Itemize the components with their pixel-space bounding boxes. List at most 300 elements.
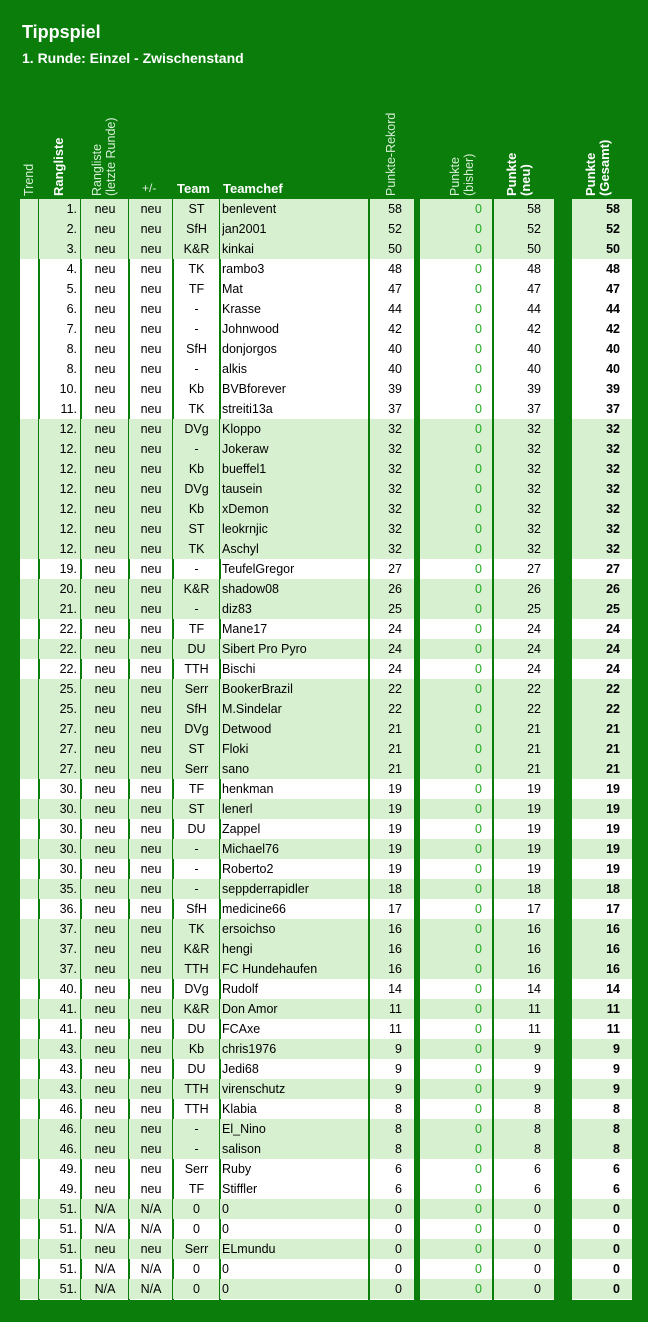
cell-rank: 30.	[59, 862, 77, 876]
cell-teamchef: 0	[222, 1262, 229, 1276]
cell-rangliste-last: neu	[94, 1002, 116, 1016]
cell-neu: 21	[527, 762, 541, 776]
cell-rekord: 0	[395, 1202, 402, 1216]
cell-bisher: 0	[475, 462, 482, 476]
cell-rekord: 42	[388, 322, 402, 336]
cell-gesamt: 32	[606, 522, 620, 536]
cell-neu: 44	[527, 302, 541, 316]
cell-rekord: 16	[388, 962, 402, 976]
cell-teamchef: TeufelGregor	[222, 562, 295, 576]
cell-gesamt: 0	[613, 1262, 620, 1276]
cell-rangliste-last: neu	[94, 442, 116, 456]
cell-teamchef: Jokeraw	[222, 442, 269, 456]
cell-plusminus: neu	[140, 462, 162, 476]
cell-bisher: 0	[475, 762, 482, 776]
cell-rank: 12.	[59, 482, 77, 496]
cell-plusminus: neu	[140, 562, 162, 576]
cell-plusminus: neu	[140, 802, 162, 816]
cell-plusminus: neu	[140, 262, 162, 276]
cell-bisher: 0	[475, 782, 482, 796]
cell-bisher: 0	[475, 1082, 482, 1096]
cell-team: -	[194, 362, 199, 376]
cell-neu: 19	[527, 842, 541, 856]
cell-teamchef: diz83	[222, 602, 252, 616]
cell-rank: 21.	[59, 602, 77, 616]
cell-team: 0	[193, 1282, 200, 1296]
cell-rangliste-last: neu	[94, 602, 116, 616]
col-team-header: Team	[177, 181, 210, 196]
cell-plusminus: neu	[140, 882, 162, 896]
cell-bisher: 0	[475, 862, 482, 876]
column-separator	[172, 199, 173, 1300]
cell-rank: 5.	[66, 282, 77, 296]
cell-rekord: 0	[395, 1262, 402, 1276]
cell-plusminus: N/A	[140, 1282, 162, 1296]
cell-rank: 37.	[59, 922, 77, 936]
cell-bisher: 0	[475, 382, 482, 396]
cell-neu: 27	[527, 562, 541, 576]
cell-rank: 30.	[59, 822, 77, 836]
cell-team: SfH	[186, 342, 207, 356]
cell-gesamt: 32	[606, 422, 620, 436]
cell-teamchef: virenschutz	[222, 1082, 286, 1096]
cell-neu: 9	[534, 1042, 541, 1056]
column-separator	[80, 199, 81, 1300]
cell-bisher: 0	[475, 822, 482, 836]
cell-neu: 11	[528, 1022, 541, 1036]
cell-gesamt: 32	[606, 482, 620, 496]
cell-bisher: 0	[475, 422, 482, 436]
cell-rank: 41.	[59, 1022, 77, 1036]
cell-teamchef: Stiffler	[222, 1182, 258, 1196]
cell-team: DU	[187, 822, 206, 836]
cell-teamchef: medicine66	[222, 902, 286, 916]
cell-plusminus: neu	[140, 322, 162, 336]
cell-plusminus: neu	[140, 922, 162, 936]
cell-rank: 10.	[59, 382, 77, 396]
cell-bisher: 0	[475, 322, 482, 336]
cell-team: -	[194, 602, 199, 616]
cell-bisher: 0	[475, 922, 482, 936]
cell-rank: 51.	[59, 1222, 77, 1236]
cell-gesamt: 16	[606, 942, 620, 956]
cell-rekord: 22	[388, 682, 402, 696]
cell-plusminus: neu	[140, 542, 162, 556]
cell-neu: 6	[534, 1162, 541, 1176]
cell-gesamt: 9	[613, 1062, 620, 1076]
cell-plusminus: neu	[140, 1022, 162, 1036]
cell-neu: 8	[534, 1102, 541, 1116]
cell-rank: 11.	[60, 402, 77, 416]
cell-rank: 49.	[59, 1182, 77, 1196]
cell-rangliste-last: neu	[94, 842, 116, 856]
cell-gesamt: 18	[606, 882, 620, 896]
cell-neu: 58	[527, 202, 541, 216]
cell-gesamt: 0	[613, 1282, 620, 1296]
cell-plusminus: neu	[140, 242, 162, 256]
cell-team: 0	[193, 1262, 200, 1276]
cell-team: TK	[188, 262, 205, 276]
cell-rank: 43.	[59, 1042, 77, 1056]
cell-team: ST	[188, 742, 205, 756]
cell-bisher: 0	[475, 542, 482, 556]
cell-gesamt: 48	[606, 262, 620, 276]
cell-gesamt: 37	[606, 402, 620, 416]
cell-teamchef: tausein	[222, 482, 263, 496]
cell-rank: 27.	[59, 742, 77, 756]
col-plusminus-header: +/-	[142, 181, 157, 195]
cell-rangliste-last: neu	[94, 1162, 116, 1176]
cell-bisher: 0	[475, 1122, 482, 1136]
cell-gesamt: 0	[613, 1222, 620, 1236]
cell-rank: 40.	[59, 982, 77, 996]
cell-teamchef: streiti13a	[222, 402, 273, 416]
cell-rekord: 25	[388, 602, 402, 616]
cell-plusminus: neu	[140, 382, 162, 396]
cell-teamchef: henkman	[222, 782, 274, 796]
cell-rank: 22.	[59, 642, 77, 656]
cell-rank: 12.	[59, 502, 77, 516]
cell-team: TK	[188, 402, 205, 416]
cell-team: -	[194, 1122, 199, 1136]
cell-rekord: 9	[395, 1062, 402, 1076]
cell-gesamt: 22	[606, 682, 620, 696]
cell-plusminus: neu	[140, 1042, 162, 1056]
cell-neu: 16	[527, 922, 541, 936]
cell-team: K&R	[183, 582, 210, 596]
cell-neu: 19	[527, 822, 541, 836]
cell-teamchef: 0	[222, 1222, 229, 1236]
cell-plusminus: neu	[140, 202, 162, 216]
cell-rank: 19.	[59, 562, 77, 576]
cell-team: TTH	[184, 662, 209, 676]
cell-rank: 12.	[59, 422, 77, 436]
cell-team: DVg	[184, 482, 209, 496]
cell-teamchef: 0	[222, 1282, 229, 1296]
cell-gesamt: 17	[606, 902, 620, 916]
cell-gesamt: 32	[606, 462, 620, 476]
cell-gesamt: 52	[606, 222, 620, 236]
cell-bisher: 0	[475, 582, 482, 596]
cell-gesamt: 50	[606, 242, 620, 256]
cell-bisher: 0	[475, 482, 482, 496]
cell-plusminus: neu	[140, 722, 162, 736]
cell-rekord: 16	[388, 942, 402, 956]
cell-neu: 21	[527, 742, 541, 756]
cell-teamchef: M.Sindelar	[222, 702, 282, 716]
cell-bisher: 0	[475, 942, 482, 956]
cell-rank: 46.	[59, 1122, 77, 1136]
cell-gesamt: 58	[606, 202, 620, 216]
cell-teamchef: Michael76	[222, 842, 279, 856]
cell-neu: 8	[534, 1122, 541, 1136]
cell-rekord: 21	[388, 722, 402, 736]
cell-rekord: 24	[388, 622, 402, 636]
cell-plusminus: neu	[140, 822, 162, 836]
cell-team: -	[194, 562, 199, 576]
cell-gesamt: 22	[606, 702, 620, 716]
cell-neu: 9	[534, 1062, 541, 1076]
cell-bisher: 0	[475, 282, 482, 296]
cell-team: Kb	[188, 1042, 205, 1056]
cell-rekord: 24	[388, 642, 402, 656]
cell-teamchef: ELmundu	[222, 1242, 276, 1256]
cell-team: SfH	[186, 902, 207, 916]
cell-rekord: 16	[388, 922, 402, 936]
cell-plusminus: N/A	[140, 1262, 162, 1276]
cell-rekord: 39	[388, 382, 402, 396]
cell-rank: 43.	[59, 1062, 77, 1076]
cell-teamchef: shadow08	[222, 582, 279, 596]
cell-rekord: 52	[388, 222, 402, 236]
cell-teamchef: FCAxe	[222, 1022, 261, 1036]
cell-plusminus: neu	[140, 482, 162, 496]
cell-bisher: 0	[475, 302, 482, 316]
cell-rekord: 14	[388, 982, 402, 996]
cell-neu: 32	[527, 462, 541, 476]
cell-rangliste-last: neu	[94, 762, 116, 776]
cell-teamchef: FC Hundehaufen	[222, 962, 318, 976]
cell-rank: 8.	[66, 362, 77, 376]
cell-rank: 8.	[66, 342, 77, 356]
cell-gesamt: 19	[606, 822, 620, 836]
cell-team: -	[194, 1142, 199, 1156]
cell-rekord: 8	[395, 1102, 402, 1116]
column-separator	[128, 199, 129, 1300]
cell-neu: 19	[527, 782, 541, 796]
cell-bisher: 0	[475, 502, 482, 516]
cell-plusminus: neu	[140, 842, 162, 856]
cell-gesamt: 24	[606, 622, 620, 636]
cell-bisher: 0	[475, 622, 482, 636]
cell-rank: 12.	[59, 462, 77, 476]
cell-rangliste-last: neu	[94, 742, 116, 756]
cell-rank: 35.	[59, 882, 77, 896]
cell-plusminus: neu	[140, 862, 162, 876]
cell-teamchef: leokrnjic	[222, 522, 268, 536]
cell-gesamt: 27	[606, 562, 620, 576]
cell-bisher: 0	[475, 1182, 482, 1196]
cell-team: TTH	[184, 1082, 209, 1096]
cell-rekord: 8	[395, 1142, 402, 1156]
cell-neu: 42	[527, 322, 541, 336]
cell-rangliste-last: neu	[94, 1242, 116, 1256]
cell-bisher: 0	[475, 1042, 482, 1056]
cell-rank: 20.	[59, 582, 77, 596]
cell-team: 0	[193, 1202, 200, 1216]
cell-teamchef: lenerl	[222, 802, 253, 816]
cell-teamchef: Mane17	[222, 622, 268, 636]
cell-teamchef: Jedi68	[222, 1062, 259, 1076]
cell-gesamt: 8	[613, 1142, 620, 1156]
cell-team: SfH	[186, 222, 207, 236]
cell-rangliste-last: neu	[94, 1022, 116, 1036]
cell-rekord: 40	[388, 362, 402, 376]
cell-plusminus: neu	[140, 342, 162, 356]
cell-neu: 32	[527, 482, 541, 496]
cell-team: Serr	[184, 1162, 209, 1176]
cell-rank: 37.	[59, 942, 77, 956]
cell-neu: 40	[527, 362, 541, 376]
cell-rangliste-last: neu	[94, 902, 116, 916]
cell-rangliste-last: neu	[94, 282, 116, 296]
cell-team: DU	[187, 1022, 206, 1036]
cell-neu: 32	[527, 522, 541, 536]
cell-rangliste-last: neu	[94, 222, 116, 236]
cell-rekord: 8	[395, 1122, 402, 1136]
cell-rangliste-last: neu	[94, 202, 116, 216]
cell-team: -	[194, 302, 199, 316]
cell-neu: 9	[534, 1082, 541, 1096]
cell-rangliste-last: neu	[94, 942, 116, 956]
cell-rangliste-last: neu	[94, 1062, 116, 1076]
cell-rekord: 32	[388, 482, 402, 496]
cell-rekord: 40	[388, 342, 402, 356]
cell-rank: 51.	[59, 1262, 77, 1276]
cell-plusminus: neu	[140, 742, 162, 756]
cell-rangliste-last: neu	[94, 322, 116, 336]
cell-rekord: 6	[395, 1182, 402, 1196]
cell-rekord: 32	[388, 462, 402, 476]
cell-bisher: 0	[475, 602, 482, 616]
cell-plusminus: N/A	[140, 1222, 162, 1236]
cell-rangliste-last: neu	[94, 562, 116, 576]
cell-gesamt: 39	[606, 382, 620, 396]
cell-bisher: 0	[475, 802, 482, 816]
cell-rangliste-last: neu	[94, 302, 116, 316]
cell-teamchef: salison	[222, 1142, 261, 1156]
cell-gesamt: 40	[606, 362, 620, 376]
cell-rekord: 21	[388, 742, 402, 756]
cell-bisher: 0	[475, 1142, 482, 1156]
cell-plusminus: neu	[140, 1082, 162, 1096]
cell-rekord: 21	[388, 762, 402, 776]
page-subtitle: 1. Runde: Einzel - Zwischenstand	[22, 50, 244, 66]
cell-rekord: 17	[388, 902, 402, 916]
cell-rekord: 50	[388, 242, 402, 256]
cell-neu: 32	[527, 542, 541, 556]
cell-rank: 25.	[59, 682, 77, 696]
cell-rekord: 58	[388, 202, 402, 216]
cell-plusminus: neu	[140, 402, 162, 416]
cell-bisher: 0	[475, 222, 482, 236]
cell-team: -	[194, 862, 199, 876]
cell-rekord: 37	[388, 402, 402, 416]
cell-bisher: 0	[475, 722, 482, 736]
cell-bisher: 0	[475, 1282, 482, 1296]
cell-gesamt: 19	[606, 802, 620, 816]
cell-bisher: 0	[475, 702, 482, 716]
cell-neu: 50	[527, 242, 541, 256]
cell-plusminus: N/A	[140, 1202, 162, 1216]
cell-rekord: 32	[388, 542, 402, 556]
cell-rekord: 0	[395, 1282, 402, 1296]
cell-plusminus: neu	[140, 1062, 162, 1076]
col-trend-header: Trend	[22, 163, 36, 196]
cell-team: Kb	[188, 502, 205, 516]
cell-team: -	[194, 842, 199, 856]
cell-rangliste-last: neu	[94, 1182, 116, 1196]
cell-rangliste-last: neu	[94, 422, 116, 436]
cell-bisher: 0	[475, 842, 482, 856]
cell-plusminus: neu	[140, 902, 162, 916]
cell-teamchef: Johnwood	[222, 322, 279, 336]
cell-bisher: 0	[475, 682, 482, 696]
cell-gesamt: 16	[606, 962, 620, 976]
col-neu-header: Punkte (neu)	[504, 152, 533, 196]
cell-rangliste-last: neu	[94, 962, 116, 976]
cell-teamchef: kinkai	[222, 242, 254, 256]
cell-rangliste-last: N/A	[94, 1262, 116, 1276]
cell-rangliste-last: neu	[94, 802, 116, 816]
cell-rank: 1.	[66, 202, 77, 216]
cell-rank: 46.	[59, 1102, 77, 1116]
cell-rank: 30.	[59, 782, 77, 796]
cell-team: TF	[188, 622, 205, 636]
cell-bisher: 0	[475, 402, 482, 416]
cell-rekord: 9	[395, 1082, 402, 1096]
cell-bisher: 0	[475, 1162, 482, 1176]
cell-gesamt: 8	[613, 1102, 620, 1116]
cell-rangliste-last: neu	[94, 362, 116, 376]
cell-neu: 47	[527, 282, 541, 296]
cell-neu: 22	[527, 682, 541, 696]
cell-rangliste-last: neu	[94, 1142, 116, 1156]
cell-team: ST	[188, 802, 205, 816]
cell-team: DU	[187, 1062, 206, 1076]
cell-teamchef: rambo3	[222, 262, 265, 276]
col-rangliste-last-header: Rangliste (letzte Runde)	[90, 117, 118, 196]
cell-bisher: 0	[475, 1262, 482, 1276]
cell-team: DVg	[184, 422, 209, 436]
cell-rank: 43.	[59, 1082, 77, 1096]
cell-plusminus: neu	[140, 642, 162, 656]
cell-neu: 37	[527, 402, 541, 416]
cell-rangliste-last: neu	[94, 482, 116, 496]
cell-bisher: 0	[475, 882, 482, 896]
cell-teamchef: jan2001	[222, 222, 267, 236]
cell-teamchef: bueffel1	[222, 462, 267, 476]
cell-bisher: 0	[475, 962, 482, 976]
cell-plusminus: neu	[140, 1122, 162, 1136]
cell-neu: 11	[528, 1002, 541, 1016]
cell-team: DVg	[184, 982, 209, 996]
cell-rekord: 11	[389, 1022, 402, 1036]
cell-teamchef: Aschyl	[222, 542, 259, 556]
cell-team: -	[194, 882, 199, 896]
cell-rangliste-last: neu	[94, 582, 116, 596]
cell-rangliste-last: neu	[94, 342, 116, 356]
cell-neu: 48	[527, 262, 541, 276]
cell-gesamt: 14	[606, 982, 620, 996]
cell-bisher: 0	[475, 522, 482, 536]
cell-teamchef: El_Nino	[222, 1122, 266, 1136]
cell-neu: 19	[527, 862, 541, 876]
cell-rekord: 0	[395, 1222, 402, 1236]
cell-gesamt: 21	[606, 742, 620, 756]
cell-neu: 0	[534, 1242, 541, 1256]
cell-teamchef: Mat	[222, 282, 243, 296]
cell-neu: 40	[527, 342, 541, 356]
cell-plusminus: neu	[140, 762, 162, 776]
cell-gesamt: 0	[613, 1242, 620, 1256]
cell-team: TF	[188, 1182, 205, 1196]
cell-rank: 30.	[59, 802, 77, 816]
cell-gesamt: 21	[606, 762, 620, 776]
cell-gesamt: 47	[606, 282, 620, 296]
cell-team: TF	[188, 282, 205, 296]
cell-rank: 36.	[59, 902, 77, 916]
